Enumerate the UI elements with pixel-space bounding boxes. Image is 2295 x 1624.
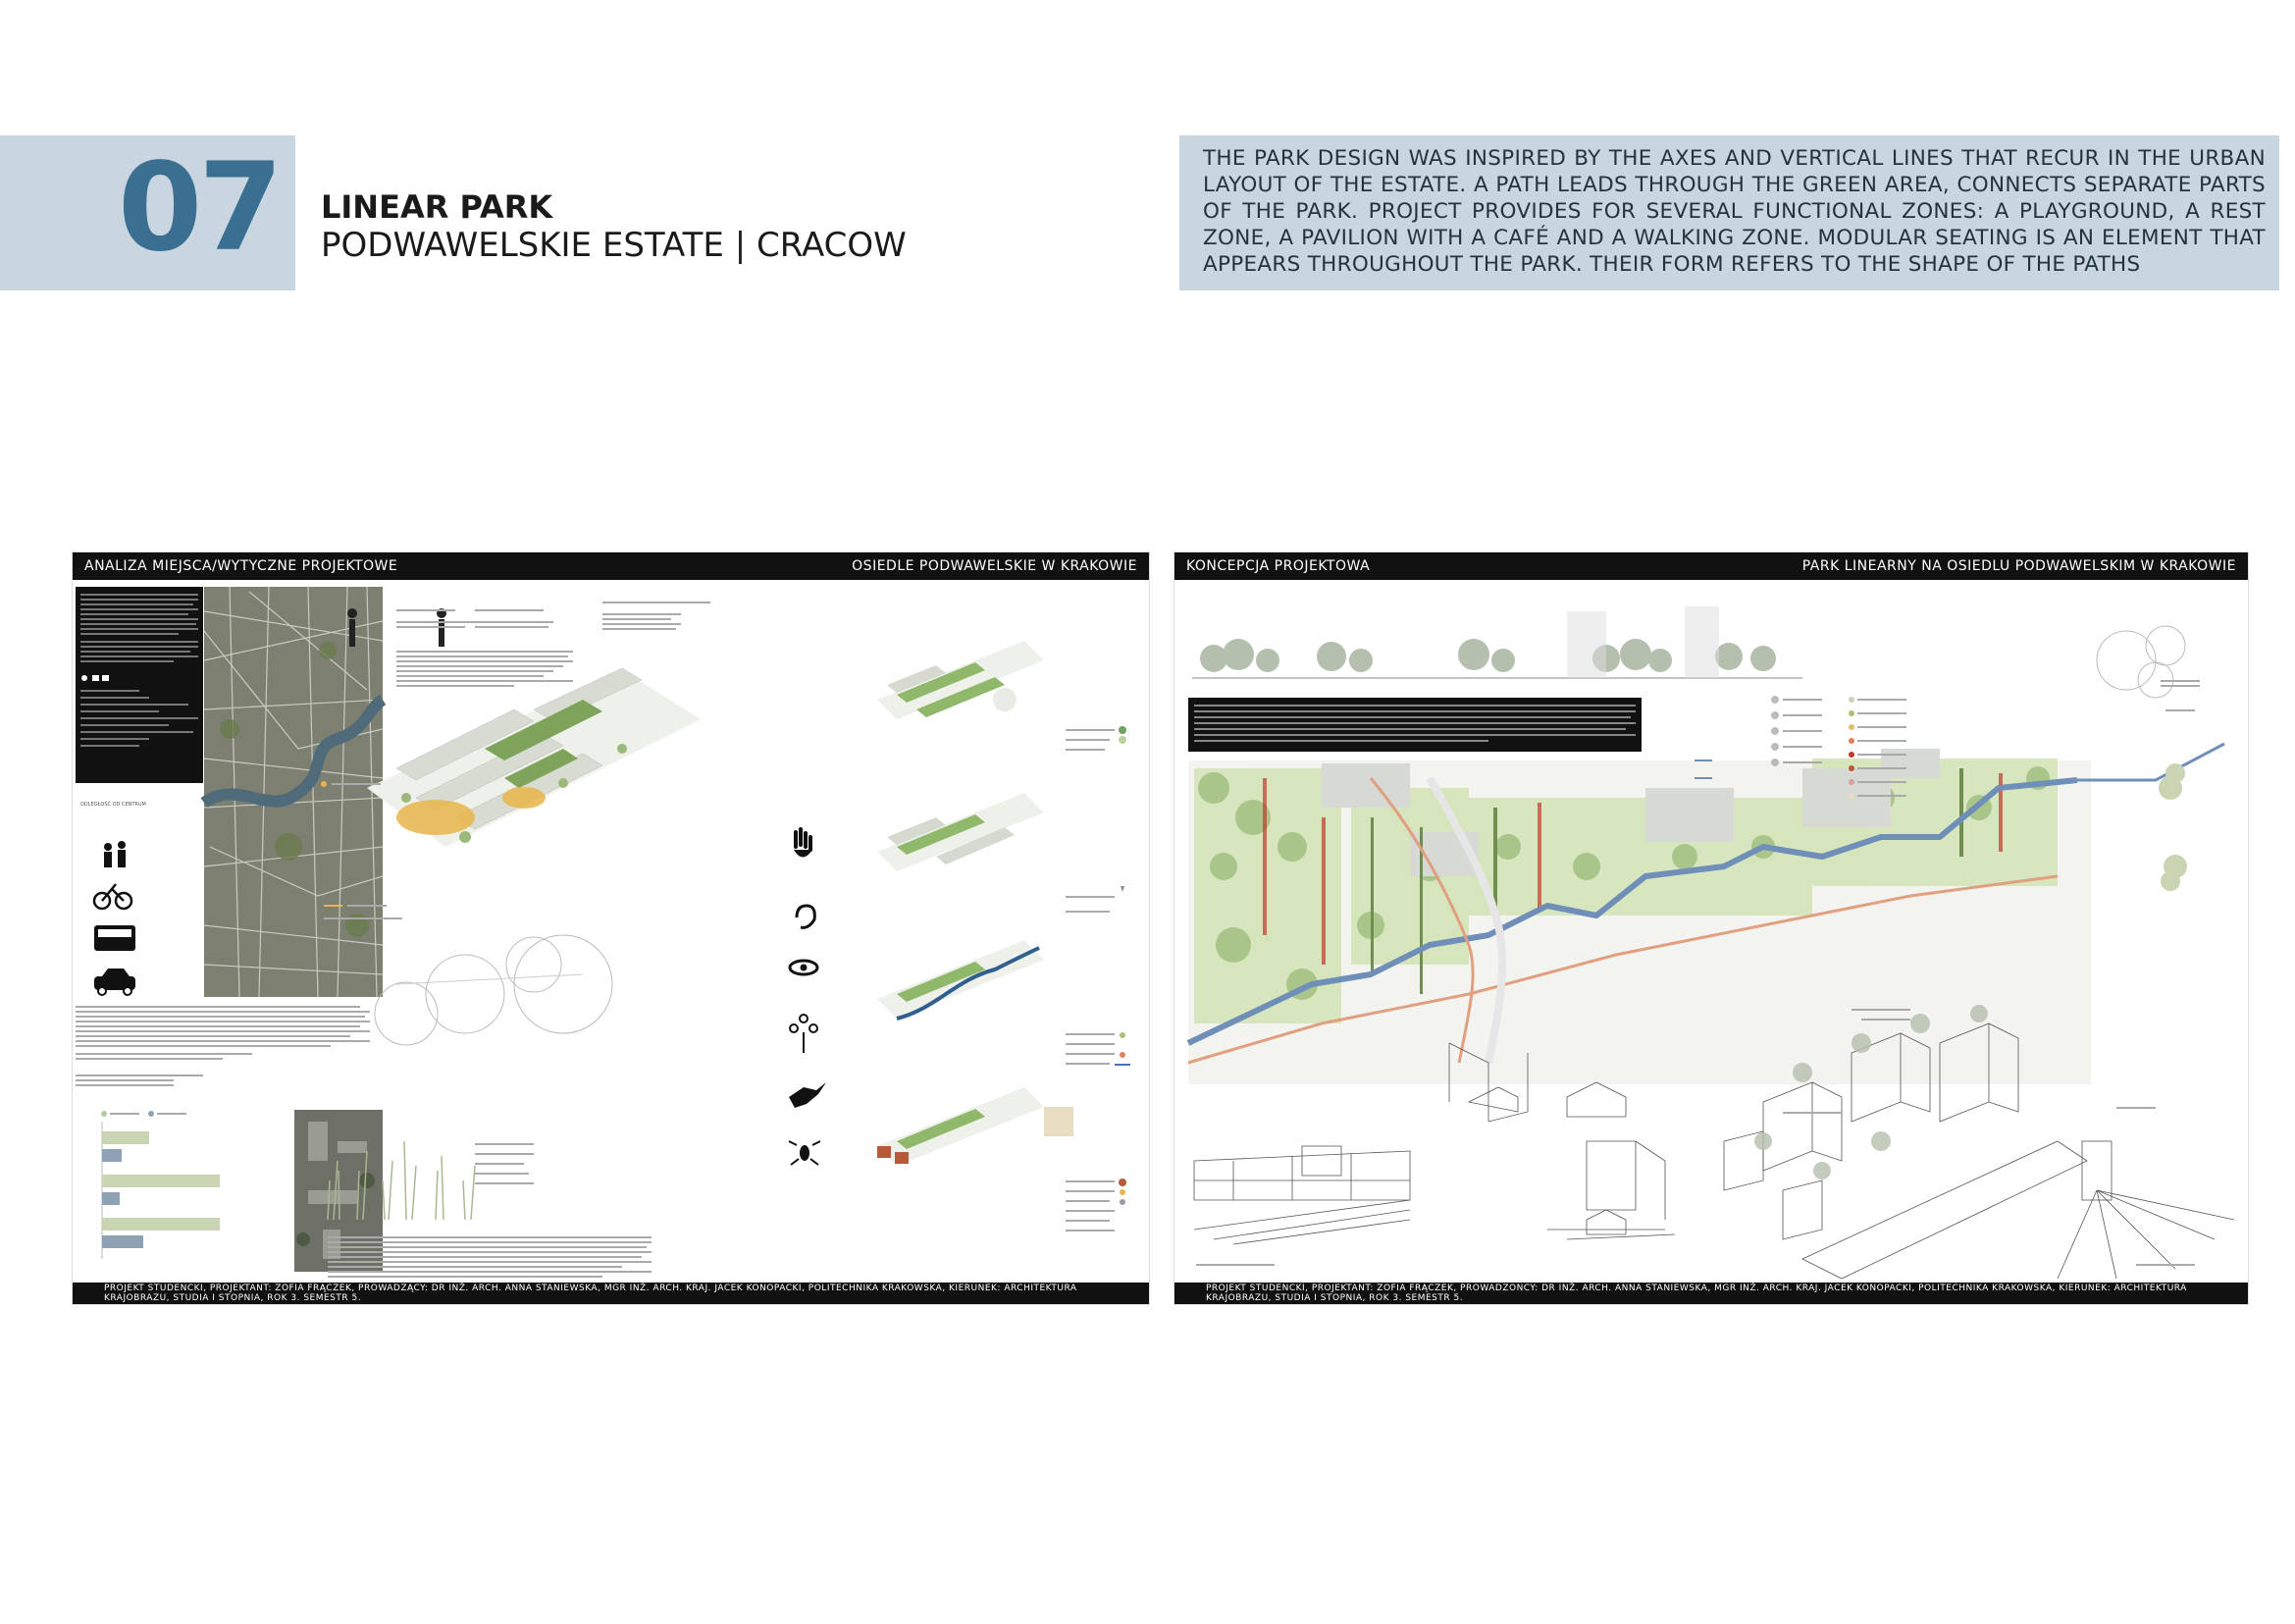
project-subtitle: PODWAWELSKIE ESTATE | CRACOW [321,226,907,265]
axonometric-series [877,641,1073,1166]
project-number: 07 [118,137,280,279]
analysis-board-title: ANALIZA MIEJSCA/WYTYCZNE PROJEKTOWE [84,558,398,574]
analysis-board [72,551,1150,1305]
concept-board-graphics [1174,552,2248,1304]
site-plan [1188,744,2224,1084]
project-description: THE PARK DESIGN WAS INSPIRED BY THE AXES AND VERTICAL LINES THAT RECUR IN THE URBAN LAYOUT OF THE ESTATE. A PATH LEADS THROUGH THE GREEN AREA, CONNECTS SEPARATE PARTS OF THE PARK. PROJECT PROVIDES FOR SEVERAL FUNCTIONAL ZONES: A PLAYGROUND, A REST ZONE, A PAVILION WITH A CAFÉ AND A WALKING ZONE. MODULAR SEATING IS AN ELEMENT THAT APPEARS THROUGHOUT THE PARK. THEIR FORM REFERS TO THE SHAPE OF THE PATHS [1203,146,2266,277]
description-box [1179,135,2279,290]
sense-icons [789,829,826,1165]
mini-bar-chart [101,1111,220,1259]
mobility-icons [94,841,135,995]
concept-board-credits: PROJEKT STUDENCKI, PROJEKTANT: ZOFIA FRĄCZEK, PROWADZONCY: DR INŻ. ARCH. ANNA STANIEWSKA, MGR INŻ. ARCH. KRAJ. JACEK KONOPACKI, POLITECHNIKA KRAKOWSKA, KIERUNEK: ARCHITEKTURA KRAJOBRAZU, STUDIA I STOPNIA, ROK 3. SEMESTR 5. [1206,1283,2187,1303]
concept-board [1174,551,2249,1305]
analysis-board-credits: PROJEKT STUDENCKI, PROJEKTANT: ZOFIA FRĄCZEK, PROWADZĄCY: DR INŻ. ARCH. ANNA STANIEWSKA, MGR INŻ. ARCH. KRAJ. JACEK KONOPACKI, POLITECHNIKA KRAKOWSKA, KIERUNEK: ARCHITEKTURA KRAJOBRAZU, STUDIA I STOPNIA, ROK 3. SEMESTR 5. [104,1283,1077,1303]
section-strip [1192,606,1802,678]
circle-diagram [2097,626,2185,698]
project-title: LINEAR PARK [321,188,553,226]
analysis-board-graphics [73,552,1149,1304]
site-info-box [76,587,203,783]
main-axonometric [367,668,701,847]
concept-board-footer [1174,1283,2248,1304]
analysis-board-footer [73,1283,1149,1304]
concept-board-location: PARK LINEARNY NA OSIEDLU PODWAWELSKIM W KRAKOWIE [1801,558,2236,574]
analysis-board-location: OSIEDLE PODWAWELSKIE W KRAKOWIE [852,558,1137,574]
svg-text:ODLEGŁOŚĆ OD CENTRUM: ODLEGŁOŚĆ OD CENTRUM [80,802,146,808]
concept-board-title: KONCEPCJA PROJEKTOWA [1186,558,1371,574]
